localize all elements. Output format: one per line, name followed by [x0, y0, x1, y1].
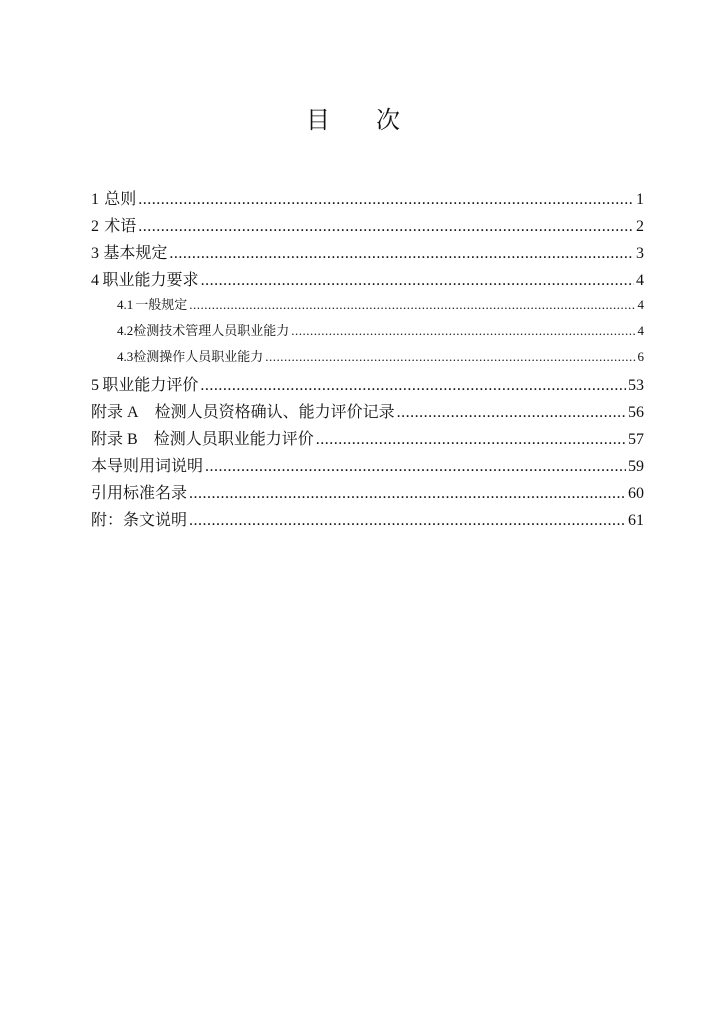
toc-page-number: 57 — [628, 431, 644, 448]
toc-entry-4-2[interactable] — [91, 320, 644, 346]
toc-page-number: 4 — [637, 323, 644, 338]
toc-page-number: 4 — [636, 272, 644, 289]
toc-leader-dots — [189, 512, 626, 530]
toc-page-number: 2 — [636, 218, 644, 235]
toc-leader-dots — [189, 485, 626, 503]
toc-entry-terms-usage[interactable] — [91, 453, 644, 480]
toc-number: 3 — [91, 245, 99, 262]
toc-leader-dots — [169, 245, 634, 263]
toc-number: 5 — [91, 377, 99, 394]
toc-label: 附：条文说明 — [91, 510, 188, 529]
toc-leader-dots — [138, 191, 634, 209]
toc-label: 检测操作人员职业能力 — [133, 350, 264, 365]
toc-page-number: 53 — [628, 377, 644, 394]
toc-page-number: 1 — [636, 191, 644, 208]
toc-number: 4.3 — [117, 349, 134, 364]
toc-leader-dots — [200, 377, 626, 395]
toc-entry-2[interactable] — [91, 213, 644, 240]
toc-label: 检测技术管理人员职业能力 — [133, 324, 290, 339]
toc-leader-dots — [397, 404, 626, 422]
toc-entry-appendix-a[interactable] — [91, 399, 644, 426]
toc-page-number: 59 — [628, 458, 644, 475]
toc-page-number: 56 — [628, 404, 644, 421]
toc-entry-referenced-standards[interactable] — [91, 480, 644, 507]
toc-label: 职业能力评价 — [102, 375, 199, 394]
toc-label: 本导则用词说明 — [91, 456, 204, 475]
toc-label: 术语 — [104, 216, 137, 235]
toc-label: 引用标准名录 — [91, 483, 188, 502]
toc-entry-4-1[interactable] — [91, 294, 644, 320]
table-of-contents — [91, 186, 644, 534]
toc-number: 4 — [91, 272, 99, 289]
toc-number: 1 — [91, 191, 99, 208]
toc-label: 基本规定 — [103, 243, 168, 262]
toc-label: 检测人员职业能力评价 — [153, 429, 314, 448]
toc-number: 4.2 — [117, 323, 134, 338]
page-title — [0, 100, 706, 135]
title-part-1: 目 — [306, 106, 330, 134]
toc-label: 检测人员资格确认、能力评价记录 — [154, 402, 395, 421]
toc-page-number: 6 — [637, 349, 644, 364]
toc-number: 附录 A — [91, 404, 139, 421]
toc-page-number: 61 — [628, 512, 644, 529]
toc-entry-commentary[interactable] — [91, 507, 644, 534]
toc-page-number: 4 — [637, 297, 644, 312]
toc-number: 2 — [91, 218, 99, 235]
toc-label: 职业能力要求 — [102, 270, 199, 289]
toc-entry-4-3[interactable] — [91, 346, 644, 372]
toc-entry-3[interactable] — [91, 240, 644, 267]
toc-page-number: 3 — [636, 245, 644, 262]
toc-number: 4.1 — [117, 297, 134, 312]
toc-entry-1[interactable] — [91, 186, 644, 213]
toc-leader-dots — [138, 218, 634, 236]
toc-leader-dots — [265, 349, 635, 365]
toc-entry-5[interactable] — [91, 372, 644, 399]
toc-leader-dots — [291, 323, 635, 339]
toc-entry-4[interactable] — [91, 267, 644, 294]
toc-leader-dots — [189, 297, 635, 313]
title-part-2: 次 — [376, 106, 400, 134]
toc-leader-dots — [201, 272, 634, 290]
toc-label: 一般规定 — [135, 298, 188, 313]
toc-label: 总则 — [104, 189, 137, 208]
toc-leader-dots — [205, 458, 626, 476]
toc-page-number: 60 — [628, 485, 644, 502]
toc-number: 附录 B — [91, 431, 138, 448]
toc-leader-dots — [316, 431, 626, 449]
toc-entry-appendix-b[interactable] — [91, 426, 644, 453]
